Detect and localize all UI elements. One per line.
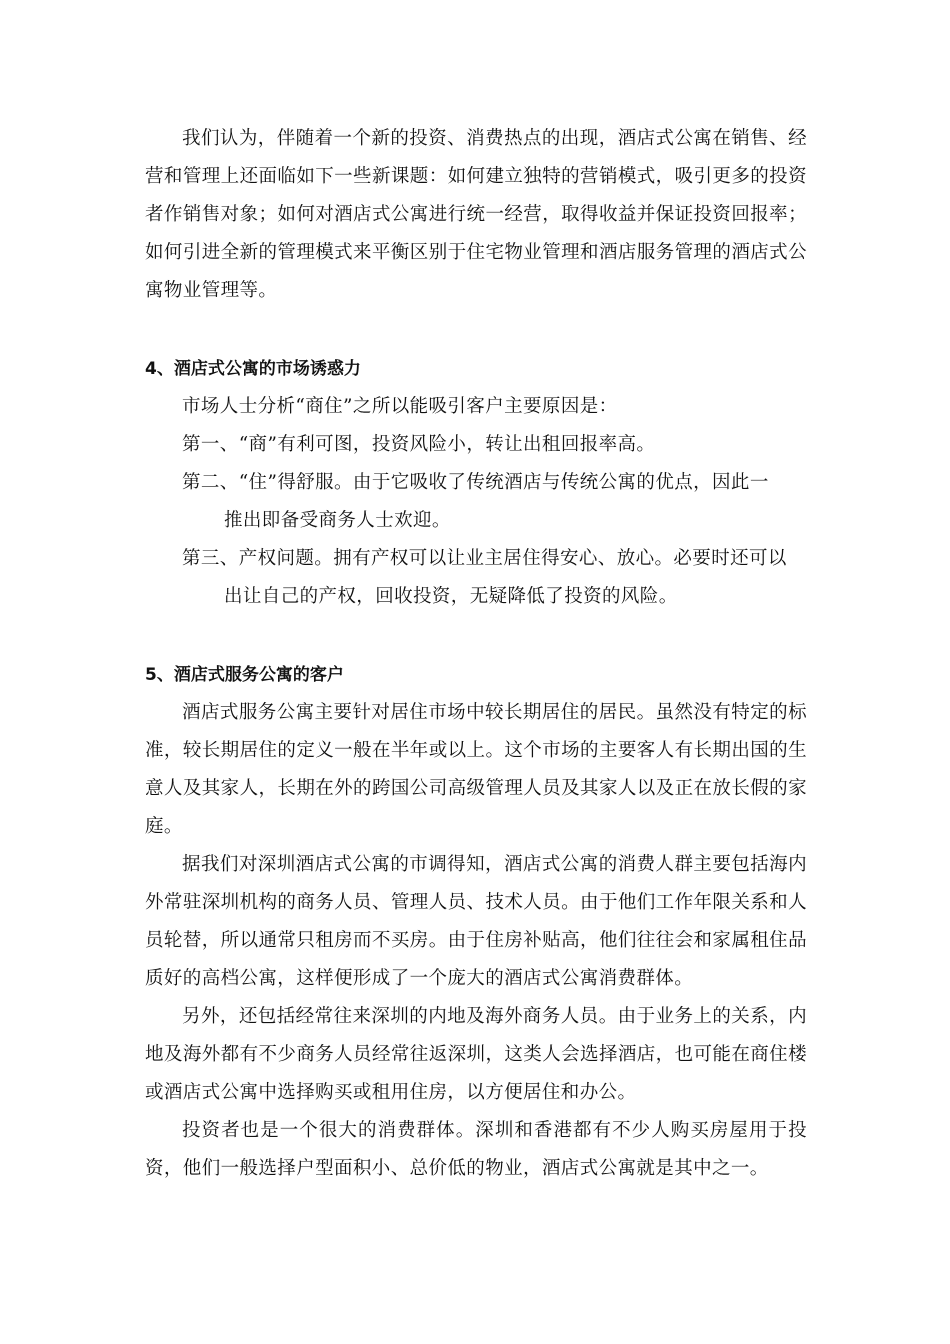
section5-paragraph-2: 据我们对深圳酒店式公寓的市调得知，酒店式公寓的消费人群主要包括海内外常驻深圳机构的商务人员、管理人员、技术人员。由于他们工作年限关系和人员轮替，所以通常只租房而不买房。由于住房补贴高，他们往往会和家属租住品质好的高档公寓，这样便形成了一个庞大的酒店式公寓消费群体。	[145, 854, 807, 989]
section5-heading: 5、酒店式服务公寓的客户	[145, 665, 344, 685]
section4-item-2	[145, 464, 807, 540]
section5-paragraph-4: 投资者也是一个很大的消费群体。深圳和香港都有不少人购买房屋用于投资，他们一般选择户型面积小、总价低的物业，酒店式公寓就是其中之一。	[145, 1120, 807, 1179]
section4-item-2-line2: 推出即备受商务人士欢迎。	[224, 510, 451, 531]
section4-item-1	[145, 426, 807, 464]
intro-paragraph: 我们认为，伴随着一个新的投资、消费热点的出现，酒店式公寓在销售、经营和管理上还面临如下一些新课题：如何建立独特的营销模式，吸引更多的投资者作销售对象；如何对酒店式公寓进行统一经营，取得收益并保证投资回报率；如何引进全新的管理模式来平衡区别于住宅物业管理和酒店服务管理的酒店式公寓物业管理等。	[145, 128, 807, 301]
section4-item-3	[145, 540, 807, 616]
document-page	[145, 120, 807, 1188]
section4-item-2-line1: 第二、“住”得舒服。由于它吸收了传统酒店与传统公寓的优点，因此一	[182, 472, 769, 493]
spacer	[145, 616, 807, 656]
section5-paragraph-1: 酒店式服务公寓主要针对居住市场中较长期居住的居民。虽然没有特定的标准，较长期居住的定义一般在半年或以上。这个市场的主要客人有长期出国的生意人及其家人，长期在外的跨国公司高级管理人员及其家人以及正在放长假的家庭。	[145, 702, 807, 837]
section4-item-3-line1: 第三、产权问题。拥有产权可以让业主居住得安心、放心。必要时还可以	[182, 548, 787, 569]
section4-item-1-line1: 第一、“商”有利可图，投资风险小，转让出租回报率高。	[182, 434, 656, 455]
section5-paragraph-3: 另外，还包括经常往来深圳的内地及海外商务人员。由于业务上的关系，内地及海外都有不少商务人员经常往返深圳，这类人会选择酒店，也可能在商住楼或酒店式公寓中选择购买或租用住房，以方便居住和办公。	[145, 1006, 807, 1103]
section4-lead: 市场人士分析“商住”之所以能吸引客户主要原因是：	[182, 396, 618, 417]
section4-item-3-line2: 出让自己的产权，回收投资，无疑降低了投资的风险。	[224, 586, 678, 607]
section4-heading: 4、酒店式公寓的市场诱惑力	[145, 359, 361, 379]
spacer	[145, 310, 807, 350]
